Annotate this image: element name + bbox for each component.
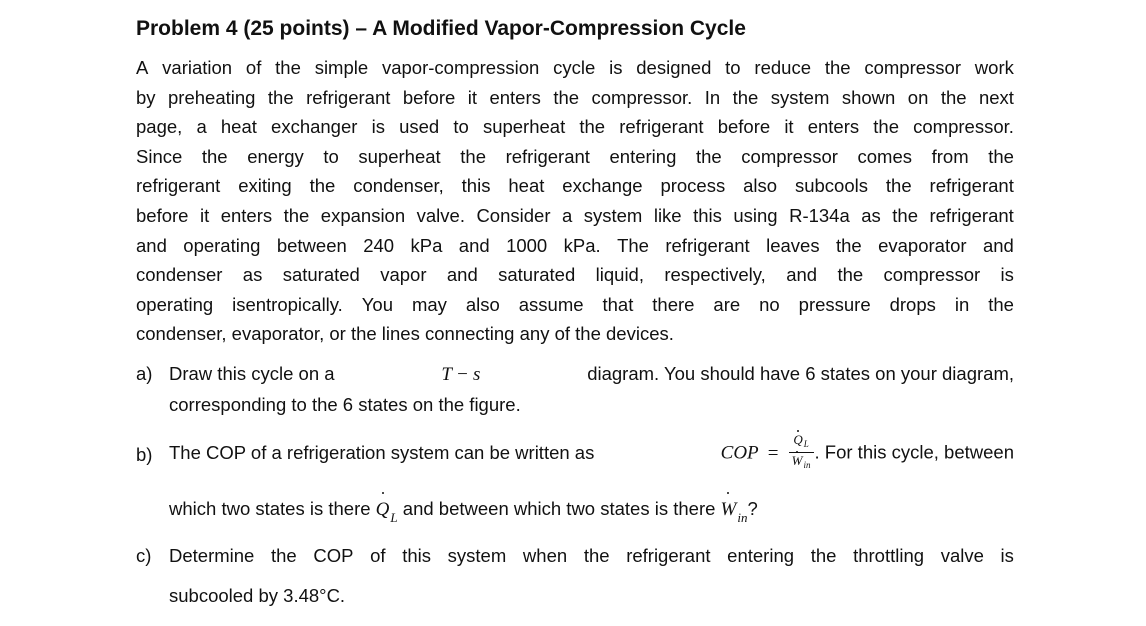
part-b-text: and between which two states is there — [402, 498, 716, 520]
part-c-line-1 — [169, 541, 1014, 571]
part-c-marker: c) — [136, 544, 152, 566]
part-a-line-1 — [169, 359, 1014, 390]
word: that — [602, 293, 634, 315]
word: reduce — [754, 57, 811, 78]
word: exiting — [238, 175, 292, 197]
word: kPa. — [563, 234, 601, 256]
word: pressure — [798, 293, 871, 315]
word: 240 — [363, 234, 395, 256]
part-b-line-1 — [169, 433, 1014, 474]
word: on — [907, 86, 929, 108]
word: the — [835, 234, 862, 256]
word: system — [447, 544, 507, 566]
word: throttling — [853, 544, 925, 566]
word: enters — [489, 86, 541, 108]
word: Consider — [476, 204, 551, 226]
word: the — [837, 264, 864, 286]
word: refrigerant — [505, 145, 590, 167]
word: enters — [807, 116, 860, 138]
word: also — [465, 293, 500, 315]
word: compressor — [883, 264, 981, 286]
fraction-denominator — [789, 453, 814, 473]
word: condenser, — [353, 175, 444, 197]
q-l-dot: Q — [376, 495, 390, 525]
part-b-marker: b) — [136, 444, 153, 466]
word: vapor — [380, 264, 427, 286]
word: may — [411, 293, 447, 315]
word: a — [196, 116, 207, 138]
w-in-dot: W — [721, 495, 737, 525]
word: the — [267, 86, 294, 108]
word: refrigerant — [306, 86, 391, 108]
q-subscript: L — [803, 439, 809, 450]
part-a-body — [169, 359, 1014, 419]
word: compressor — [741, 145, 838, 167]
word: is — [1000, 544, 1014, 566]
w-in-subscript: in — [737, 510, 748, 526]
word: using — [733, 204, 778, 226]
word: in — [954, 293, 970, 315]
word: the — [201, 145, 228, 167]
word: is — [609, 57, 623, 78]
question-mark: ? — [747, 498, 758, 520]
word: refrigerant — [619, 116, 704, 138]
word: as — [861, 204, 881, 226]
word: kPa — [410, 234, 443, 256]
math-t: T — [441, 363, 452, 385]
word: subcools — [794, 175, 868, 197]
word: page, — [136, 116, 183, 138]
word: valve. — [416, 204, 465, 226]
word: preheating — [168, 86, 256, 108]
word: before — [717, 116, 771, 138]
cop-equation — [721, 433, 1014, 474]
word: R-134a — [789, 204, 850, 226]
word: of — [245, 57, 262, 78]
word: and — [136, 234, 167, 256]
word: exchanger — [271, 116, 358, 138]
word: the — [271, 544, 297, 566]
word: the — [579, 116, 606, 138]
word: saturated — [498, 264, 576, 286]
part-b — [136, 433, 1014, 533]
word: a — [561, 204, 573, 226]
ts-expression — [441, 359, 480, 390]
word: the — [824, 57, 851, 78]
intro-line — [136, 201, 1014, 231]
word: superheat — [482, 116, 566, 138]
word: it — [467, 86, 478, 108]
word: before — [136, 204, 189, 226]
word: compressor. — [591, 86, 693, 108]
word: Since — [136, 145, 183, 167]
word: The — [617, 234, 649, 256]
word: when — [522, 544, 568, 566]
word: used — [399, 116, 440, 138]
word: system — [770, 86, 830, 108]
cop-symbol: COP — [720, 442, 759, 464]
part-a-text: Draw this cycle on a — [169, 362, 335, 384]
w-dot-symbol: W — [791, 453, 803, 469]
part-b-line-2 — [169, 494, 1014, 533]
intro-line — [136, 171, 1014, 201]
word: 1000 — [506, 234, 548, 256]
word: expansion — [320, 204, 406, 226]
fraction-numerator — [789, 432, 814, 453]
word: work — [974, 57, 1014, 78]
word: compressor — [864, 57, 961, 78]
word: between — [276, 234, 347, 256]
part-a-line-2: corresponding to the 6 states on the figure. — [169, 393, 521, 415]
word: the — [275, 57, 301, 78]
word: heat — [508, 175, 545, 197]
word: the — [460, 145, 486, 167]
word: assume — [518, 293, 584, 315]
word: the — [553, 86, 580, 108]
part-a-marker: a) — [136, 362, 153, 384]
word: and — [982, 234, 1014, 256]
word: Determine — [169, 544, 255, 566]
word: the — [283, 204, 310, 226]
word: superheat — [358, 145, 441, 167]
word: to — [323, 145, 339, 167]
intro-line — [136, 83, 1014, 113]
word: energy — [247, 145, 304, 167]
word: drops — [889, 293, 936, 315]
word: it — [784, 116, 794, 138]
word: A — [136, 57, 149, 78]
intro-line — [136, 260, 1014, 290]
word: designed — [636, 57, 712, 78]
word: the — [988, 293, 1014, 315]
word: the — [988, 145, 1014, 167]
word: liquid, — [595, 264, 644, 286]
word: variation — [162, 57, 233, 78]
word: leaves — [766, 234, 820, 256]
word: and — [446, 264, 478, 286]
word: the — [695, 145, 722, 167]
word: and — [786, 264, 818, 286]
word: refrigerant — [665, 234, 750, 256]
word: to — [725, 57, 741, 78]
word: COP — [313, 544, 354, 566]
word: the — [810, 544, 837, 566]
word: no — [759, 293, 780, 315]
word: the — [732, 86, 759, 108]
word: operating — [183, 234, 261, 256]
word: exchange — [562, 175, 643, 197]
intro-line — [136, 290, 1014, 320]
word: of — [370, 544, 386, 566]
part-b-text: . For this cycle, between — [814, 441, 1014, 463]
word: entering — [609, 145, 677, 167]
problem-intro — [136, 53, 1014, 349]
word: shown — [841, 86, 896, 108]
intro-line — [136, 319, 1014, 349]
equals-sign: = — [767, 442, 779, 464]
word: next — [978, 86, 1014, 108]
word: the — [873, 116, 899, 138]
word: cycle — [553, 57, 596, 78]
word: simple — [314, 57, 369, 78]
word: refrigerant — [626, 544, 711, 566]
word: like — [653, 204, 682, 226]
word: vapor-compression — [381, 57, 540, 78]
word: before — [402, 86, 456, 108]
intro-line-text: condenser, evaporator, or the lines connecting any of the devices. — [136, 323, 674, 345]
word: also — [743, 175, 778, 197]
word: system — [583, 204, 643, 226]
word: this — [461, 175, 491, 197]
intro-line — [136, 53, 1014, 83]
math-s: s — [472, 363, 481, 385]
word: process — [660, 175, 726, 197]
word: operating — [136, 293, 214, 315]
math-minus: − — [457, 363, 468, 385]
part-c — [136, 541, 1014, 611]
part-b-text: The COP of a refrigeration system can be written as — [169, 441, 595, 463]
part-c-line-2: subcooled by 3.48°C. — [169, 585, 346, 607]
part-b-text: which two states is there — [169, 498, 371, 520]
word: isentropically. — [232, 293, 343, 315]
word: is — [371, 116, 385, 138]
word: refrigerant — [136, 175, 221, 197]
word: this — [693, 204, 722, 226]
word: You — [361, 293, 393, 315]
word: heat — [220, 116, 257, 138]
w-subscript: in — [803, 460, 811, 471]
word: to — [453, 116, 469, 138]
word: compressor. — [913, 116, 1014, 138]
word: valve — [940, 544, 984, 566]
word: respectively, — [664, 264, 766, 286]
word: the — [940, 86, 967, 108]
q-l-subscript: L — [390, 510, 398, 526]
word: there — [652, 293, 695, 315]
word: are — [713, 293, 741, 315]
word: condenser — [136, 264, 223, 286]
part-a — [136, 359, 1014, 419]
word: evaporator — [878, 234, 967, 256]
word: entering — [727, 544, 795, 566]
problem-page — [136, 14, 1014, 611]
intro-line — [136, 142, 1014, 172]
word: the — [309, 175, 336, 197]
word: the — [583, 544, 610, 566]
word: the — [892, 204, 918, 226]
intro-line — [136, 231, 1014, 261]
word: from — [931, 145, 969, 167]
word: enters — [220, 204, 273, 226]
word: this — [402, 544, 432, 566]
word: it — [199, 204, 210, 226]
problem-title: Problem 4 (25 points) – A Modified Vapor-Compression Cycle — [136, 17, 746, 40]
word: is — [1000, 264, 1014, 286]
word: by — [136, 86, 156, 108]
word: refrigerant — [929, 175, 1014, 197]
word: refrigerant — [929, 204, 1014, 226]
word: the — [885, 175, 912, 197]
word: comes — [857, 145, 913, 167]
q-dot-symbol: Q — [793, 432, 803, 448]
cop-fraction — [789, 432, 814, 473]
word: In — [704, 86, 721, 108]
word: and — [458, 234, 490, 256]
word: as — [242, 264, 263, 286]
word: saturated — [282, 264, 360, 286]
intro-line — [136, 112, 1014, 142]
part-a-text: diagram. You should have 6 states on your diagram, — [587, 362, 1014, 384]
